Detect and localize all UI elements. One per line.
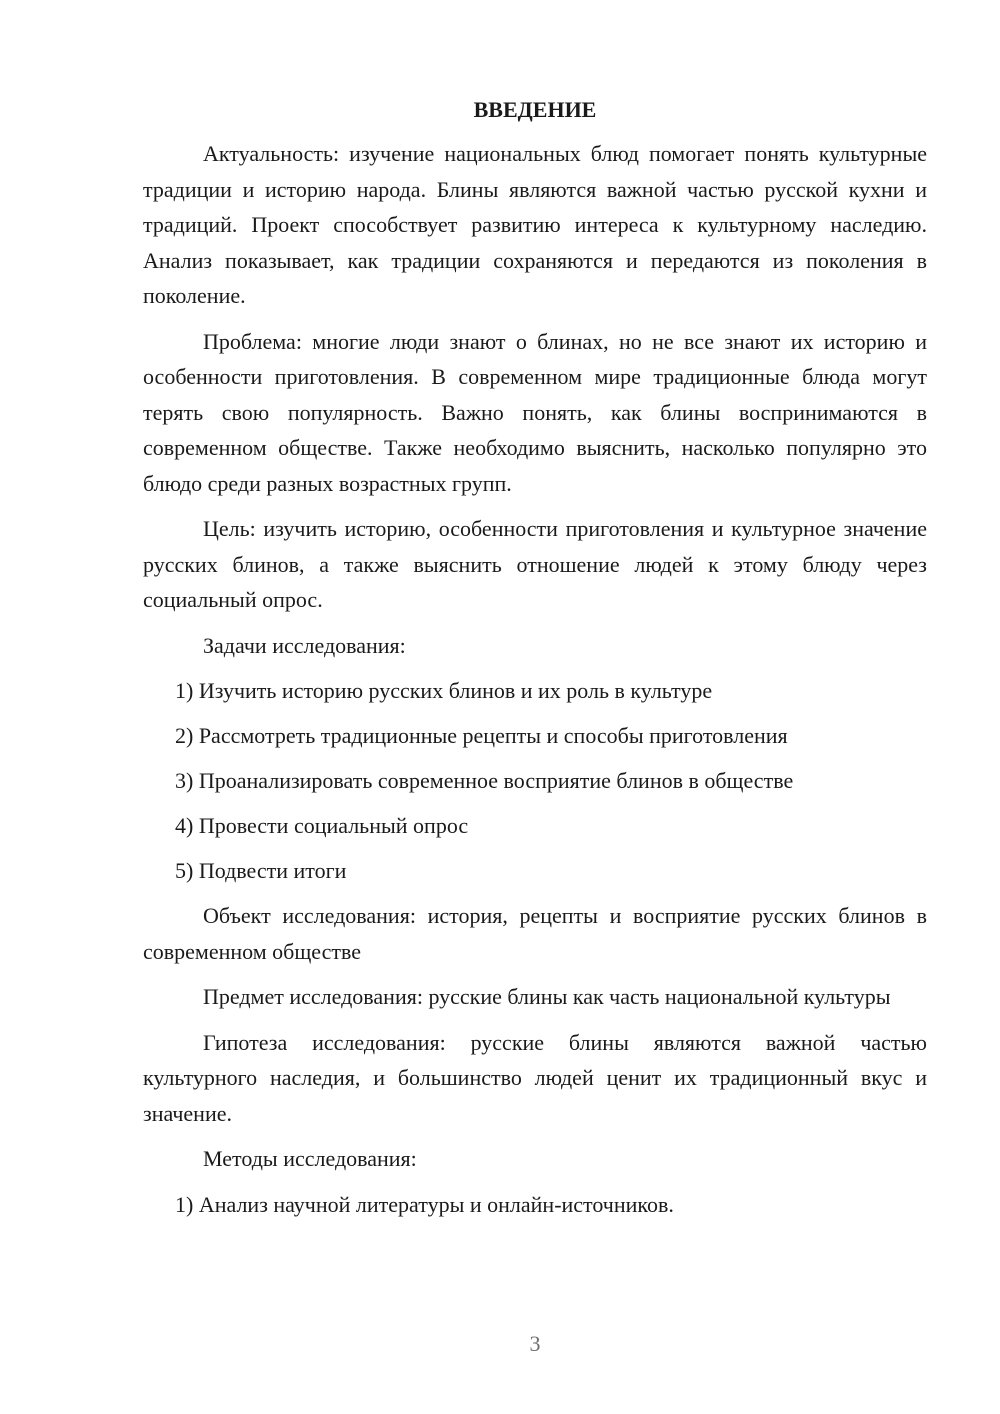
- list-item: 1) Изучить историю русских блинов и их роль в культуре: [175, 678, 713, 703]
- relevance-paragraph: Актуальность: изучение национальных блюд помогает понять культурные традиции и историю народа. Блины являются важной частью русской кухни и традиций. Проект способствует развитию интереса к культурному наследию. Анализ показывает, как традиции сохраняются и передаются из поколения в поколение.: [143, 141, 927, 308]
- hypothesis-paragraph: Гипотеза исследования: русские блины являются важной частью культурного наследия, и большинство людей ценит их традиционный вкус и значение.: [143, 1029, 927, 1126]
- list-item: 3) Проанализировать современное восприятие блинов в обществе: [175, 768, 794, 793]
- list-item: 4) Провести социальный опрос: [175, 813, 469, 838]
- page-number: 3: [529, 1331, 541, 1356]
- tasks-list: [143, 673, 927, 889]
- methods-list: [143, 1187, 927, 1223]
- subject-paragraph: Предмет исследования: русские блины как часть национальной культуры: [203, 984, 891, 1009]
- problem-paragraph: Проблема: многие люди знают о блинах, но не все знают их историю и особенности приготовления. В современном мире традиционные блюда могут терять свою популярность. Важно понять, как блины воспринимаются в современном обществе. Также необходимо выяснить, насколько популярно это блюдо среди разных возрастных групп.: [143, 328, 927, 496]
- object-paragraph: Объект исследования: история, рецепты и восприятие русских блинов в современном обществе: [143, 903, 927, 964]
- tasks-heading: Задачи исследования:: [203, 632, 406, 658]
- list-item: 2) Рассмотреть традиционные рецепты и способы приготовления: [175, 723, 788, 748]
- list-item: 5) Подвести итоги: [175, 858, 347, 883]
- methods-heading: Методы исследования:: [203, 1146, 417, 1171]
- document-page: [143, 92, 927, 1232]
- goal-paragraph: Цель: изучить историю, особенности приготовления и культурное значение русских блинов, а также выяснить отношение людей к этому блюду через социальный опрос.: [143, 516, 927, 612]
- list-item: 1) Анализ научной литературы и онлайн-источников.: [175, 1191, 674, 1217]
- page-title: ВВЕДЕНИЕ: [473, 97, 597, 122]
